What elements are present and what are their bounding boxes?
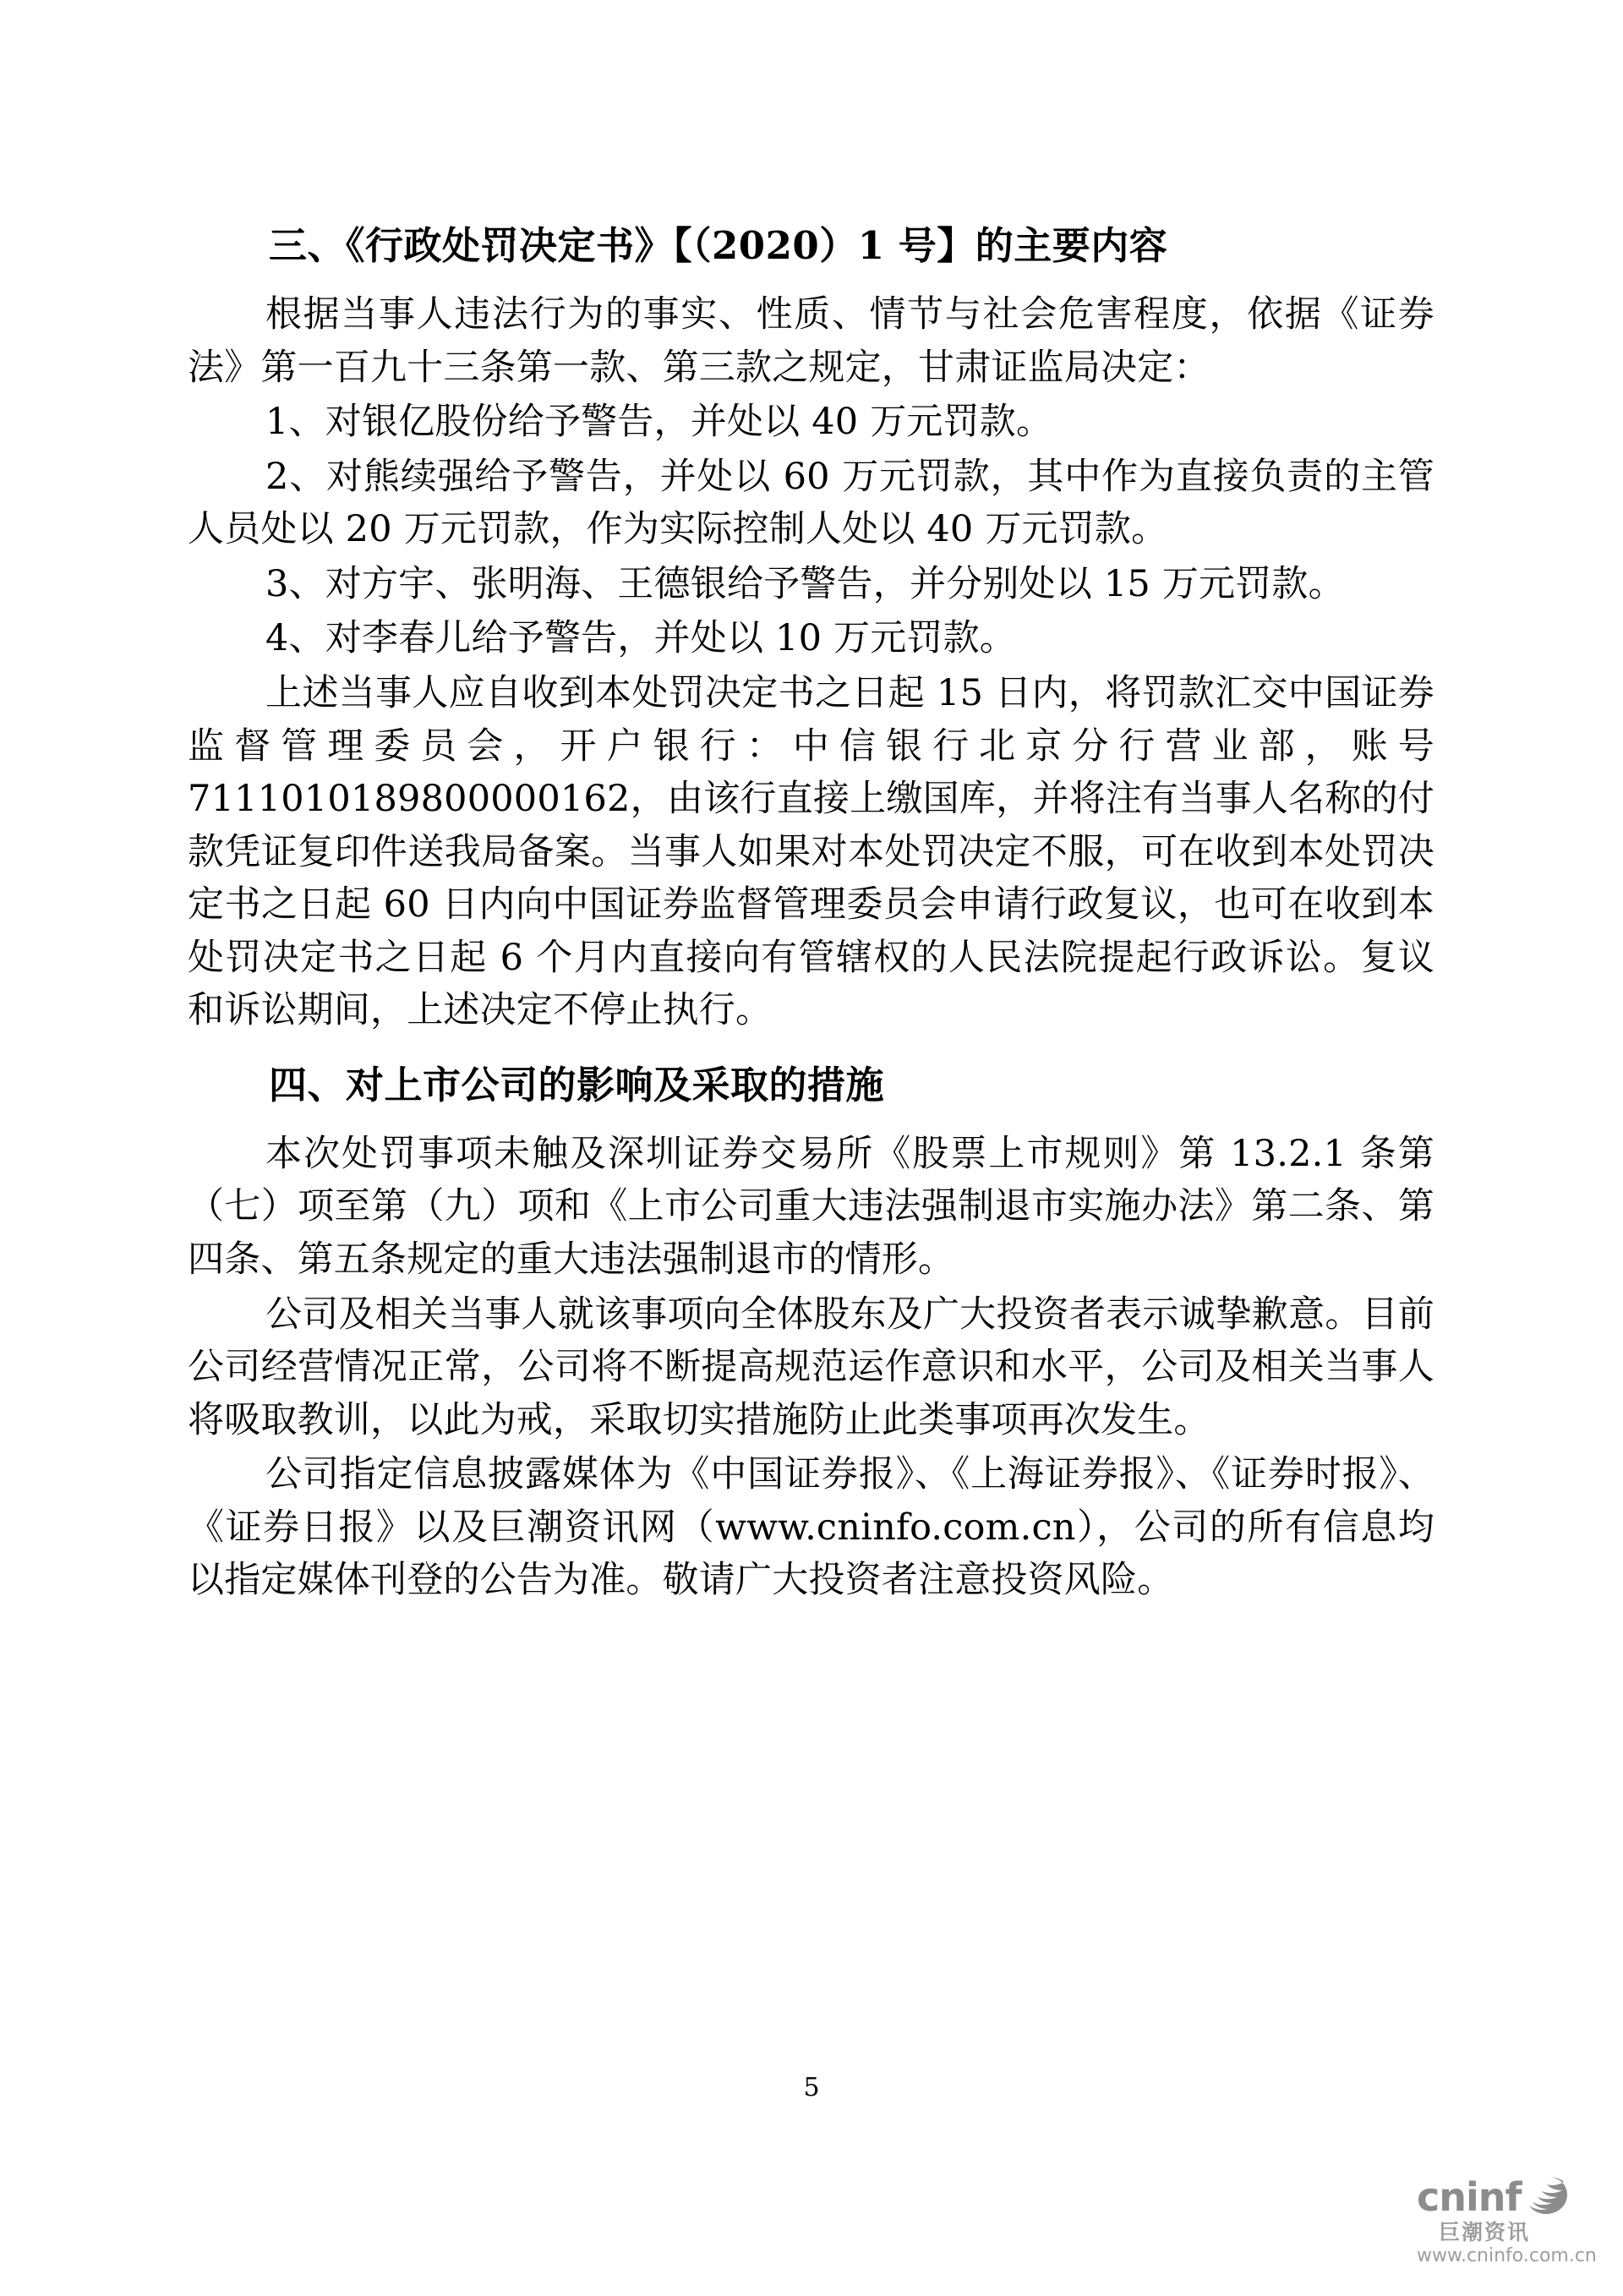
page-content <box>188 223 1434 1609</box>
cninfo-swirl-icon <box>1525 2175 1569 2218</box>
penalty-basis-paragraph: 根据当事人违法行为的事实、性质、情节与社会危害程度，依据《证券法》第一百九十三条第一款、第三款之规定，甘肃证监局决定： <box>188 293 1434 389</box>
penalty-item-2: 2、对熊续强给予警告，并处以 60 万元罚款，其中作为直接负责的主管人员处以 20 万元罚款，作为实际控制人处以 40 万元罚款。 <box>188 455 1434 551</box>
penalty-item-3: 3、对方宇、张明海、王德银给予警告，并分别处以 15 万元罚款。 <box>265 562 1345 605</box>
logo-wordmark-text: cninf <box>1417 2173 1522 2220</box>
penalty-item-1: 1、对银亿股份给予警告，并处以 40 万元罚款。 <box>265 401 1053 444</box>
section-4-heading: 四、对上市公司的影响及采取的措施 <box>269 1062 885 1107</box>
disclosure-media-paragraph: 公司指定信息披露媒体为《中国证券报》、《上海证券报》、《证券时报》、《证券日报》以及巨潮资讯网（www.cninfo.com.cn），公司的所有信息均以指定媒体刊登的公告为准。敬请广大投资者注意投资风险。 <box>188 1453 1434 1602</box>
cninfo-footer-logo <box>1417 2173 1597 2266</box>
logo-chinese-text: 巨潮资讯 <box>1439 2220 1531 2244</box>
payment-instructions-paragraph: 上述当事人应自收到本处罚决定书之日起 15 日内，将罚款汇交中国证券监督管理委员会，开户银行：中信银行北京分行营业部，账号 7111010189800000162，由该行直接上缴国库，并将注有当事人名称的付款凭证复印件送我局备案。当事人如果对本处罚决定不服，可在收到本处罚决定书之日起 60 日内向中国证券监督管理委员会申请行政复议，也可在收到本处罚决定书之日起 6 个月内直接向有管辖权的人民法院提起行政诉讼。复议和诉讼期间，上述决定不停止执行。 <box>188 671 1434 1032</box>
penalty-item-4: 4、对李春儿给予警告，并处以 10 万元罚款。 <box>265 617 1017 660</box>
page-number: 5 <box>803 2073 820 2102</box>
logo-wordmark-row <box>1417 2175 1594 2218</box>
section-3-heading: 三、《行政处罚决定书》【（2020）1 号】的主要内容 <box>269 223 1168 268</box>
logo-url-text: www.cninfo.com.cn <box>1417 2245 1597 2266</box>
apology-paragraph: 公司及相关当事人就该事项向全体股东及广大投资者表示诚挚歉意。目前公司经营情况正常，公司将不断提高规范运作意识和水平，公司及相关当事人将吸取教训，以此为戒，采取切实措施防止此类事项再次发生。 <box>188 1293 1434 1441</box>
delisting-rules-paragraph: 本次处罚事项未触及深圳证券交易所《股票上市规则》第 13.2.1 条第（七）项至第（九）项和《上市公司重大违法强制退市实施办法》第二条、第四条、第五条规定的重大违法强制退市的情形。 <box>188 1132 1434 1281</box>
